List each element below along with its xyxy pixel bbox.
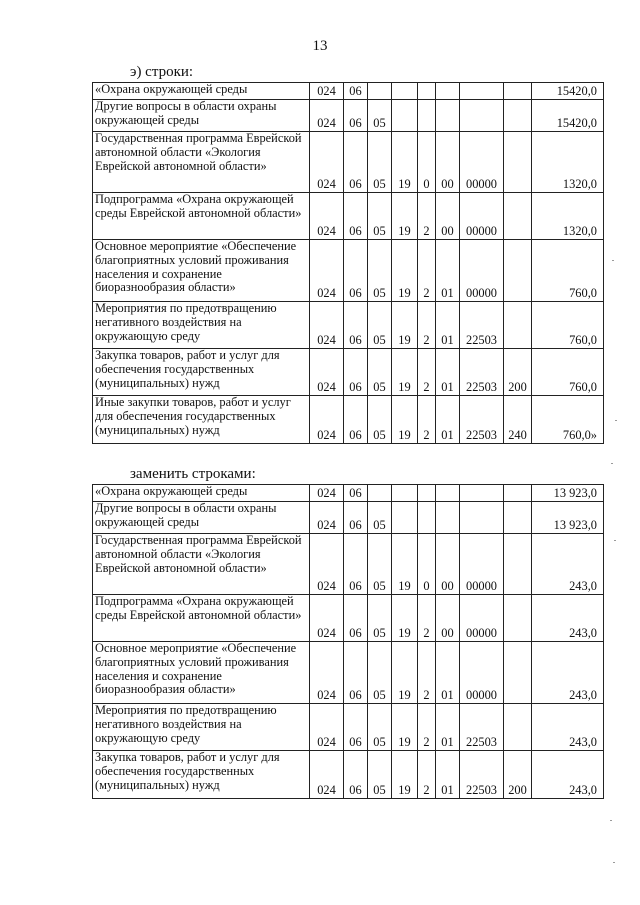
- table-row: [93, 396, 604, 444]
- subsection-code: 05: [368, 132, 392, 193]
- event-code: 01: [436, 751, 460, 799]
- table-row: [93, 349, 604, 396]
- event-code: 01: [436, 240, 460, 302]
- subprogram-code: 2: [418, 751, 436, 799]
- direction-code: [460, 502, 504, 534]
- program-code: 19: [392, 240, 418, 302]
- ministry-code: 024: [310, 349, 344, 396]
- amount: 760,0: [532, 349, 604, 396]
- subprogram-code: 2: [418, 595, 436, 642]
- subprogram-code: 0: [418, 534, 436, 595]
- ministry-code: 024: [310, 302, 344, 349]
- table-row: [93, 642, 604, 704]
- program-code: [392, 100, 418, 132]
- amount: 1320,0: [532, 132, 604, 193]
- section-code: 06: [344, 642, 368, 704]
- event-code: 00: [436, 534, 460, 595]
- direction-code: 00000: [460, 193, 504, 240]
- expense-type-code: [504, 642, 532, 704]
- expense-type-code: [504, 193, 532, 240]
- subsection-code: 05: [368, 502, 392, 534]
- direction-code: [460, 485, 504, 502]
- expense-type-code: [504, 595, 532, 642]
- program-code: 19: [392, 642, 418, 704]
- caption-rows-before: э) строки:: [130, 64, 194, 80]
- expense-type-code: [504, 502, 532, 534]
- subprogram-code: [418, 83, 436, 100]
- table-row: [93, 83, 604, 100]
- table-before: [92, 82, 604, 444]
- section-code: 06: [344, 349, 368, 396]
- program-code: [392, 83, 418, 100]
- expense-type-code: 200: [504, 349, 532, 396]
- direction-code: 22503: [460, 751, 504, 799]
- event-code: [436, 485, 460, 502]
- program-code: [392, 485, 418, 502]
- subsection-code: 05: [368, 534, 392, 595]
- table-after: [92, 484, 604, 799]
- ministry-code: 024: [310, 751, 344, 799]
- section-code: 06: [344, 100, 368, 132]
- direction-code: 00000: [460, 132, 504, 193]
- section-code: 06: [344, 302, 368, 349]
- section-code: 06: [344, 595, 368, 642]
- amount: 243,0: [532, 704, 604, 751]
- table-row: [93, 485, 604, 502]
- table-row: [93, 302, 604, 349]
- ministry-code: 024: [310, 83, 344, 100]
- section-code: 06: [344, 83, 368, 100]
- row-name: «Охрана окружающей среды: [93, 83, 310, 100]
- ministry-code: 024: [310, 704, 344, 751]
- subprogram-code: [418, 100, 436, 132]
- program-code: 19: [392, 193, 418, 240]
- row-name: Другие вопросы в области охраны окружающей среды: [93, 100, 310, 132]
- ministry-code: 024: [310, 396, 344, 444]
- row-name: Основное мероприятие «Обеспечение благоприятных условий проживания населения и сохранение биоразнообразия области»: [93, 642, 310, 704]
- event-code: 01: [436, 302, 460, 349]
- table-row: [93, 132, 604, 193]
- section-code: 06: [344, 704, 368, 751]
- subsection-code: [368, 485, 392, 502]
- expense-type-code: [504, 100, 532, 132]
- event-code: [436, 100, 460, 132]
- direction-code: [460, 100, 504, 132]
- subsection-code: 05: [368, 642, 392, 704]
- subprogram-code: 2: [418, 240, 436, 302]
- caption-rows-after: заменить строками:: [130, 466, 256, 482]
- expense-type-code: [504, 485, 532, 502]
- ministry-code: 024: [310, 485, 344, 502]
- event-code: 00: [436, 132, 460, 193]
- direction-code: 22503: [460, 396, 504, 444]
- expense-type-code: 200: [504, 751, 532, 799]
- scan-speck: [614, 540, 616, 541]
- subprogram-code: [418, 485, 436, 502]
- event-code: [436, 83, 460, 100]
- program-code: [392, 502, 418, 534]
- amount: 13 923,0: [532, 502, 604, 534]
- subsection-code: 05: [368, 240, 392, 302]
- amount: 760,0»: [532, 396, 604, 444]
- page-number: 13: [312, 38, 328, 54]
- amount: 243,0: [532, 751, 604, 799]
- program-code: 19: [392, 534, 418, 595]
- event-code: 01: [436, 704, 460, 751]
- subsection-code: 05: [368, 396, 392, 444]
- subsection-code: 05: [368, 100, 392, 132]
- table-row: [93, 240, 604, 302]
- subsection-code: 05: [368, 595, 392, 642]
- expense-type-code: [504, 302, 532, 349]
- subprogram-code: 2: [418, 704, 436, 751]
- direction-code: 22503: [460, 302, 504, 349]
- expense-type-code: 240: [504, 396, 532, 444]
- subprogram-code: 2: [418, 396, 436, 444]
- scan-speck: [613, 862, 615, 863]
- event-code: 01: [436, 349, 460, 396]
- subsection-code: 05: [368, 349, 392, 396]
- section-code: 06: [344, 132, 368, 193]
- direction-code: 00000: [460, 240, 504, 302]
- scan-speck: [610, 820, 612, 821]
- event-code: 01: [436, 396, 460, 444]
- amount: 1320,0: [532, 193, 604, 240]
- row-name: Государственная программа Еврейской автономной области «Экология Еврейской автономной области»: [93, 534, 310, 595]
- table-row: [93, 595, 604, 642]
- subprogram-code: 2: [418, 193, 436, 240]
- amount: 15420,0: [532, 100, 604, 132]
- ministry-code: 024: [310, 595, 344, 642]
- table-row: [93, 193, 604, 240]
- subsection-code: 05: [368, 302, 392, 349]
- subsection-code: 05: [368, 751, 392, 799]
- program-code: 19: [392, 302, 418, 349]
- direction-code: 00000: [460, 642, 504, 704]
- ministry-code: 024: [310, 132, 344, 193]
- section-code: 06: [344, 193, 368, 240]
- program-code: 19: [392, 704, 418, 751]
- subsection-code: 05: [368, 193, 392, 240]
- subprogram-code: 0: [418, 132, 436, 193]
- table-row: [93, 100, 604, 132]
- ministry-code: 024: [310, 100, 344, 132]
- table-row: [93, 751, 604, 799]
- scan-speck: [612, 260, 614, 261]
- row-name: Закупка товаров, работ и услуг для обеспечения государственных (муниципальных) нужд: [93, 349, 310, 396]
- scan-speck: [615, 420, 617, 421]
- amount: 13 923,0: [532, 485, 604, 502]
- row-name: Подпрограмма «Охрана окружающей среды Еврейской автономной области»: [93, 595, 310, 642]
- program-code: 19: [392, 595, 418, 642]
- table-row: [93, 704, 604, 751]
- ministry-code: 024: [310, 502, 344, 534]
- row-name: Основное мероприятие «Обеспечение благоприятных условий проживания населения и сохранение биоразнообразия области»: [93, 240, 310, 302]
- event-code: 01: [436, 642, 460, 704]
- event-code: [436, 502, 460, 534]
- direction-code: 22503: [460, 704, 504, 751]
- program-code: 19: [392, 349, 418, 396]
- section-code: 06: [344, 534, 368, 595]
- section-code: 06: [344, 485, 368, 502]
- table-row: [93, 534, 604, 595]
- row-name: «Охрана окружающей среды: [93, 485, 310, 502]
- row-name: Другие вопросы в области охраны окружающей среды: [93, 502, 310, 534]
- subprogram-code: 2: [418, 642, 436, 704]
- expense-type-code: [504, 83, 532, 100]
- subprogram-code: [418, 502, 436, 534]
- subprogram-code: 2: [418, 349, 436, 396]
- subsection-code: 05: [368, 704, 392, 751]
- section-code: 06: [344, 751, 368, 799]
- row-name: Подпрограмма «Охрана окружающей среды Еврейской автономной области»: [93, 193, 310, 240]
- amount: 15420,0: [532, 83, 604, 100]
- amount: 760,0: [532, 240, 604, 302]
- event-code: 00: [436, 193, 460, 240]
- row-name: Мероприятия по предотвращению негативного воздействия на окружающую среду: [93, 704, 310, 751]
- program-code: 19: [392, 751, 418, 799]
- direction-code: 22503: [460, 349, 504, 396]
- expense-type-code: [504, 704, 532, 751]
- scan-speck: [611, 463, 613, 464]
- section-code: 06: [344, 502, 368, 534]
- ministry-code: 024: [310, 193, 344, 240]
- amount: 243,0: [532, 642, 604, 704]
- row-name: Иные закупки товаров, работ и услуг для обеспечения государственных (муниципальных) нужд: [93, 396, 310, 444]
- section-code: 06: [344, 240, 368, 302]
- direction-code: [460, 83, 504, 100]
- amount: 243,0: [532, 595, 604, 642]
- program-code: 19: [392, 132, 418, 193]
- row-name: Закупка товаров, работ и услуг для обеспечения государственных (муниципальных) нужд: [93, 751, 310, 799]
- row-name: Мероприятия по предотвращению негативного воздействия на окружающую среду: [93, 302, 310, 349]
- amount: 760,0: [532, 302, 604, 349]
- expense-type-code: [504, 534, 532, 595]
- row-name: Государственная программа Еврейской автономной области «Экология Еврейской автономной области»: [93, 132, 310, 193]
- ministry-code: 024: [310, 534, 344, 595]
- subsection-code: [368, 83, 392, 100]
- section-code: 06: [344, 396, 368, 444]
- table-row: [93, 502, 604, 534]
- event-code: 00: [436, 595, 460, 642]
- direction-code: 00000: [460, 595, 504, 642]
- ministry-code: 024: [310, 240, 344, 302]
- expense-type-code: [504, 240, 532, 302]
- program-code: 19: [392, 396, 418, 444]
- subprogram-code: 2: [418, 302, 436, 349]
- direction-code: 00000: [460, 534, 504, 595]
- amount: 243,0: [532, 534, 604, 595]
- ministry-code: 024: [310, 642, 344, 704]
- expense-type-code: [504, 132, 532, 193]
